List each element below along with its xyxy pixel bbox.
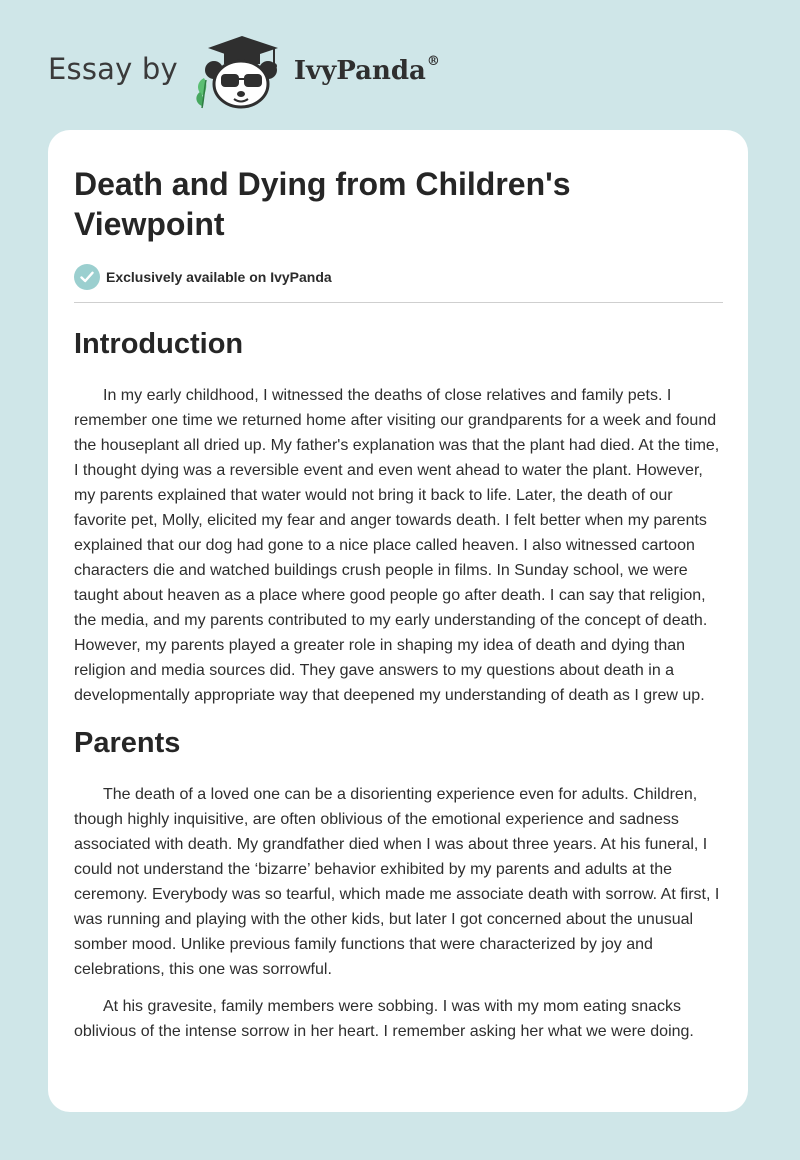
brand-name — [294, 56, 440, 86]
site-header — [48, 34, 440, 110]
exclusive-label: Exclusively available on IvyPanda — [106, 269, 332, 285]
essay-title: Death and Dying from Children's Viewpoint — [74, 166, 571, 242]
exclusive-badge — [74, 264, 724, 290]
introduction-paragraph: In my early childhood, I witnessed the deaths of close relatives and family pets. I remember one time we returned home after visiting our grandparents for a week and found the houseplant all dried up. My father's explanation was that the plant had died. At the time, I thought dying was a reversible event and even went ahead to water the plant. However, my parents explained that water would not bring it back to life. Later, the death of our favorite pet, Molly, elicited my fear and anger towards death. I felt better when my parents explained that our dog had gone to a nice place called heaven. I also witnessed cartoon characters die and watched buildings crush people in films. In Sunday school, we were taught about heaven as a place where good people go after death. I can say that religion, the media, and my parents contributed to my early understanding of the concept of death. However, my parents played a greater role in shaping my idea of death and dying than religion and media sources did. They gave answers to my questions about death in a developmentally appropriate way that deepened my understanding of death as I grew up. — [74, 387, 720, 704]
brand-wordmark: IvyPanda — [293, 56, 426, 86]
essay-content — [74, 164, 724, 1044]
panda-logo-icon — [194, 34, 286, 110]
section-heading-introduction: Introduction — [74, 328, 244, 360]
essay-card — [48, 130, 748, 1112]
registered-mark: ® — [426, 54, 440, 69]
check-circle-icon — [74, 264, 100, 290]
title-divider — [74, 302, 723, 303]
parents-paragraph-2: At his gravesite, family members were sobbing. I was with my mom eating snacks oblivious of the intense sorrow in her heart. I remember asking her what we were doing. — [74, 998, 694, 1040]
essay-by-label: Essay by — [48, 52, 178, 86]
parents-paragraph-1: The death of a loved one can be a disorienting experience even for adults. Children, though highly inquisitive, are often oblivious of the emotional experience and sadness associated with death. My grandfather died when I was about three years. At his funeral, I could not understand the ‘bizarre’ behavior exhibited by my parents and adults at the ceremony. Everybody was so tearful, which made me associate death with sorrow. At first, I was running and playing with the other kids, but later I got concerned about the unusual somber mood. Unlike previous family functions that were characterized by joy and celebrations, this one was sorrowful. — [74, 786, 720, 978]
section-heading-parents: Parents — [74, 727, 181, 759]
